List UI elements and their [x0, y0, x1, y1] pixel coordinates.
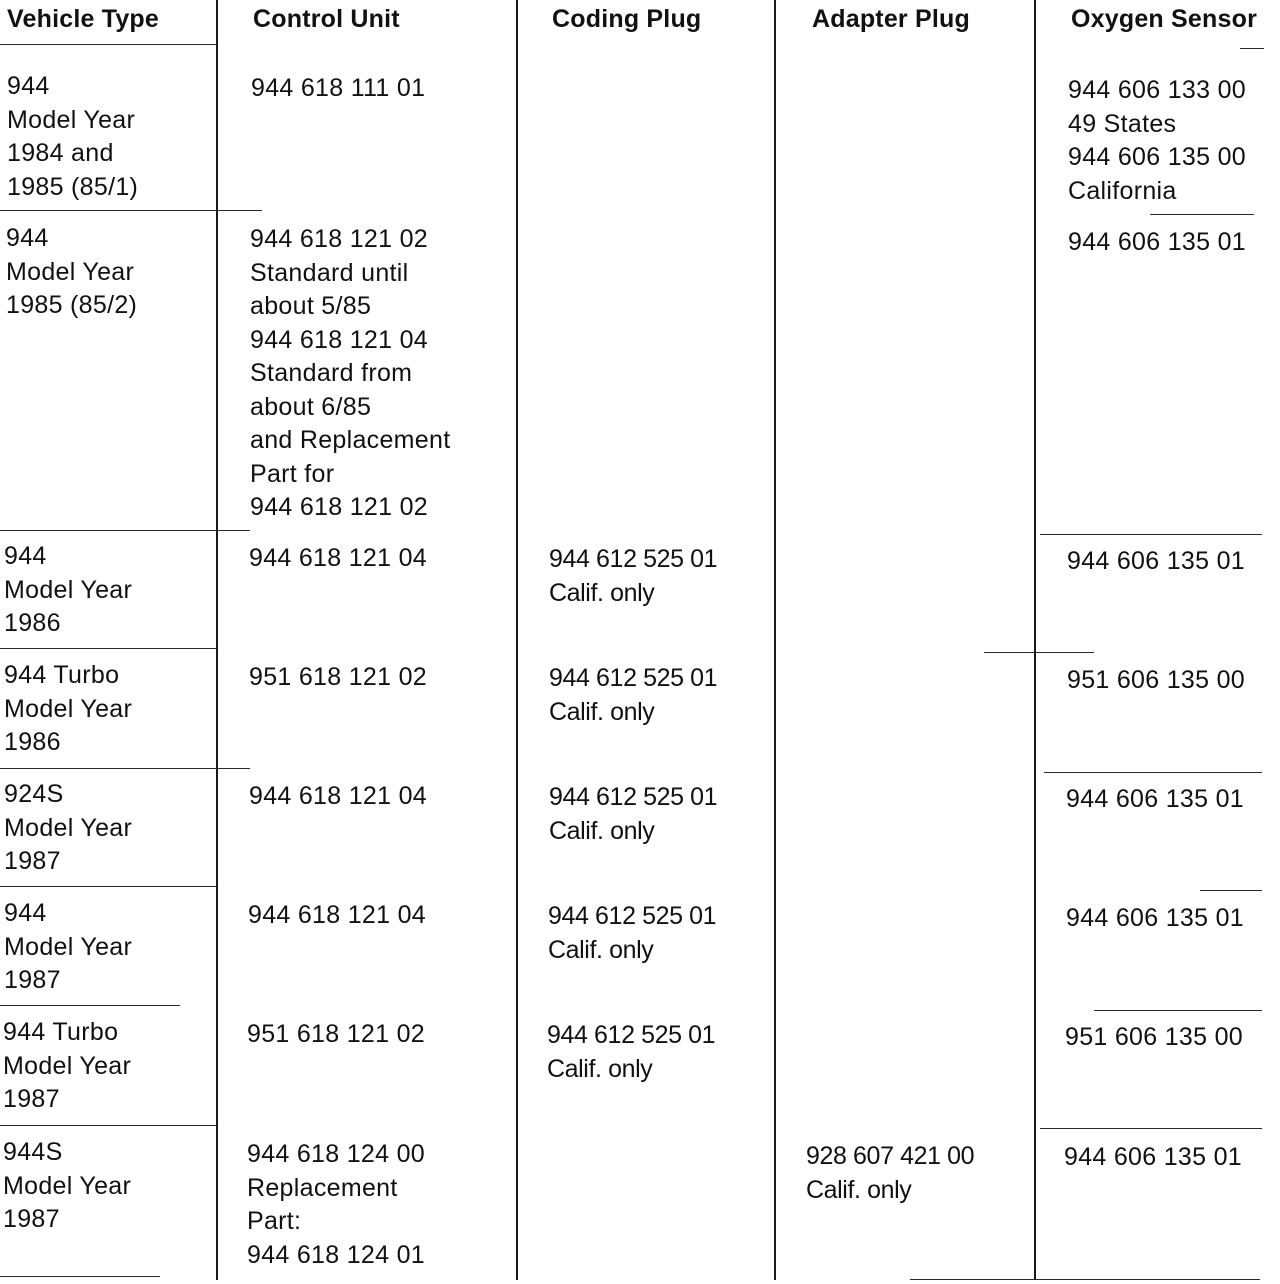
header-oxygen-sensor: Oxygen Sensor	[1071, 5, 1257, 33]
cell-control-unit: 951 618 121 02	[249, 663, 427, 691]
column-divider	[774, 0, 776, 1280]
row-separator	[0, 44, 218, 45]
cell-control-unit: 944 618 124 00 Replacement Part: 944 618 124 01	[247, 1140, 425, 1269]
cell-control-unit: 944 618 111 01	[251, 74, 426, 102]
row-separator	[1094, 1010, 1262, 1011]
row-separator	[0, 1125, 218, 1126]
row-separator	[0, 1276, 160, 1277]
cell-oxygen-sensor: 951 606 135 00	[1067, 666, 1245, 694]
column-divider	[216, 0, 218, 1280]
header-adapter-plug: Adapter Plug	[812, 5, 970, 33]
header-coding-plug: Coding Plug	[552, 5, 702, 33]
cell-coding-plug: 944 612 525 01 Calif. only	[548, 902, 717, 964]
cell-vehicle-type: 944S Model Year 1987	[3, 1138, 132, 1233]
cell-oxygen-sensor: 944 606 135 01	[1068, 228, 1246, 256]
cell-vehicle-type: 944 Turbo Model Year 1986	[4, 661, 133, 756]
cell-oxygen-sensor: 944 606 133 00 49 States 944 606 135 00 California	[1068, 76, 1246, 205]
cell-adapter-plug: 928 607 421 00 Calif. only	[806, 1142, 975, 1204]
row-separator	[0, 768, 250, 769]
cell-oxygen-sensor: 951 606 135 00	[1065, 1023, 1243, 1051]
cell-coding-plug: 944 612 525 01 Calif. only	[547, 1021, 716, 1083]
cell-oxygen-sensor: 944 606 135 01	[1064, 1143, 1242, 1171]
cell-vehicle-type: 944 Model Year 1987	[4, 899, 133, 994]
cell-control-unit: 944 618 121 04	[249, 782, 427, 810]
cell-vehicle-type: 944 Turbo Model Year 1987	[3, 1018, 132, 1113]
cell-vehicle-type: 944 Model Year 1984 and 1985 (85/1)	[7, 72, 139, 201]
row-separator	[1150, 214, 1254, 215]
cell-control-unit: 944 618 121 04	[249, 544, 427, 572]
cell-control-unit: 951 618 121 02	[247, 1020, 425, 1048]
column-divider	[516, 0, 518, 1280]
row-separator	[1044, 772, 1262, 773]
cell-vehicle-type: 944 Model Year 1985 (85/2)	[6, 224, 138, 319]
row-separator	[1040, 1128, 1262, 1129]
cell-coding-plug: 944 612 525 01 Calif. only	[549, 783, 718, 845]
row-separator	[984, 652, 1094, 653]
cell-coding-plug: 944 612 525 01 Calif. only	[549, 664, 718, 726]
row-separator	[0, 1005, 180, 1006]
row-separator	[910, 1279, 1260, 1280]
header-control-unit: Control Unit	[253, 5, 400, 33]
header-vehicle-type: Vehicle Type	[7, 5, 160, 33]
cell-vehicle-type: 944 Model Year 1986	[4, 542, 133, 637]
row-separator	[0, 210, 262, 211]
row-separator	[0, 648, 218, 649]
cell-oxygen-sensor: 944 606 135 01	[1067, 547, 1245, 575]
row-separator	[1040, 534, 1262, 535]
cell-oxygen-sensor: 944 606 135 01	[1066, 785, 1244, 813]
cell-control-unit: 944 618 121 02 Standard until about 5/85 944 618 121 04 Standard from about 6/85 and Replacement Part for 944 618 121 02	[250, 225, 451, 521]
column-divider	[1034, 0, 1036, 1280]
cell-control-unit: 944 618 121 04	[248, 901, 426, 929]
cell-oxygen-sensor: 944 606 135 01	[1066, 904, 1244, 932]
row-separator	[0, 530, 250, 531]
cell-coding-plug: 944 612 525 01 Calif. only	[549, 545, 718, 607]
cell-vehicle-type: 924S Model Year 1987	[4, 780, 133, 875]
row-separator	[1240, 48, 1264, 49]
row-separator	[0, 886, 218, 887]
row-separator	[1200, 890, 1262, 891]
